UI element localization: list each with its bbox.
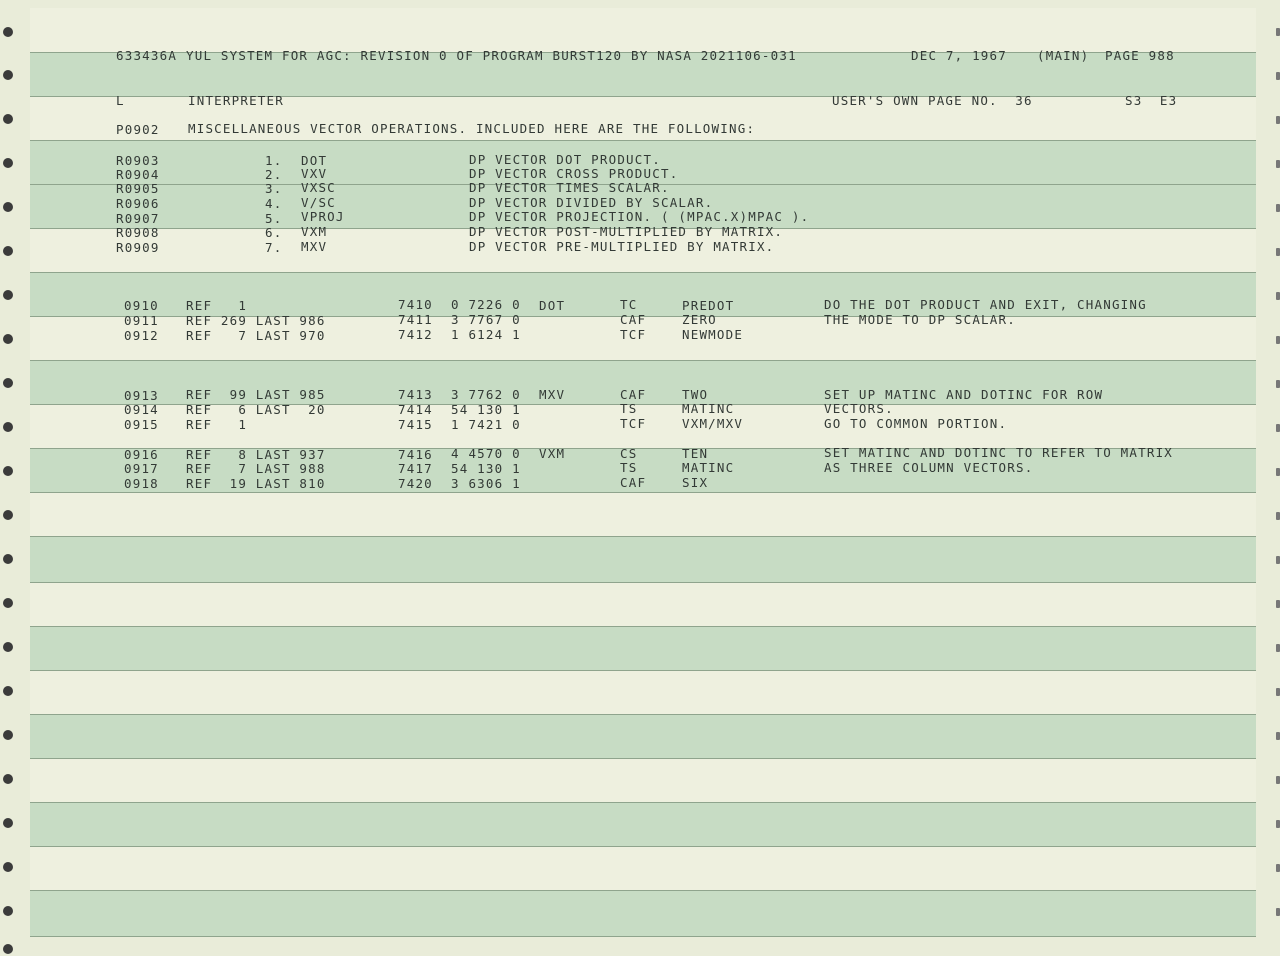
- remark-opcode: VPROJ: [301, 209, 345, 224]
- tractor-hole: [1276, 424, 1280, 432]
- address: 7410: [398, 297, 433, 312]
- octal-word: 3 7767 0: [451, 312, 521, 327]
- remark-description: DP VECTOR PROJECTION. ( (MPAC.X)MPAC ).: [469, 209, 810, 224]
- opcode: TS: [620, 401, 638, 416]
- remark-title: MISCELLANEOUS VECTOR OPERATIONS. INCLUDED HERE ARE THE FOLLOWING:: [188, 121, 756, 136]
- tractor-hole: [1276, 688, 1280, 696]
- rule-line: [30, 360, 1256, 361]
- ref-column: REF 7 LAST 970: [186, 328, 326, 343]
- operand: MATINC: [682, 401, 735, 416]
- opcode: TCF: [620, 327, 647, 342]
- address: 7417: [398, 461, 433, 476]
- ref-column: REF 99 LAST 985: [186, 387, 326, 402]
- location-label: DOT: [539, 298, 566, 313]
- ref-column: REF 8 LAST 937: [186, 447, 326, 462]
- octal-word: 3 7762 0: [451, 387, 521, 402]
- paper-band: [30, 492, 1256, 536]
- rule-line: [30, 670, 1256, 671]
- tractor-hole: [1276, 732, 1280, 740]
- octal-word: 54 130 1: [451, 461, 521, 476]
- octal-word: 4 4570 0: [451, 446, 521, 461]
- card-number: 0912: [124, 328, 159, 343]
- tractor-hole: [1276, 776, 1280, 784]
- tractor-hole: [1276, 644, 1280, 652]
- rule-line: [30, 802, 1256, 803]
- tractor-hole: [1276, 556, 1280, 564]
- rule-line: [30, 758, 1256, 759]
- tractor-hole: [3, 944, 13, 954]
- rule-line: [30, 626, 1256, 627]
- rule-line: [30, 936, 1256, 937]
- operand: NEWMODE: [682, 327, 744, 342]
- opcode: CS: [620, 446, 638, 461]
- log-code: L: [116, 93, 125, 108]
- tractor-hole: [3, 334, 13, 344]
- remark-opcode: DOT: [301, 153, 328, 168]
- remark-card-number: R0909: [116, 240, 160, 255]
- comment: DO THE DOT PRODUCT AND EXIT, CHANGING: [824, 297, 1147, 312]
- tractor-hole: [1276, 908, 1280, 916]
- tractor-hole: [3, 466, 13, 476]
- paper-band: [30, 802, 1256, 846]
- address: 7412: [398, 327, 433, 342]
- paper-band: [30, 714, 1256, 758]
- tractor-hole: [1276, 864, 1280, 872]
- address: 7411: [398, 312, 433, 327]
- operand: MATINC: [682, 460, 735, 475]
- octal-word: 3 6306 1: [451, 476, 521, 491]
- ref-column: REF 1: [186, 417, 248, 432]
- paper-band: [30, 582, 1256, 626]
- paper-band: [30, 626, 1256, 670]
- tractor-hole: [3, 554, 13, 564]
- address: 7415: [398, 417, 433, 432]
- address: 7420: [398, 476, 433, 491]
- tractor-hole: [1276, 204, 1280, 212]
- opcode: CAF: [620, 387, 647, 402]
- tractor-hole: [3, 70, 13, 80]
- ref-column: REF 269 LAST 986: [186, 313, 326, 328]
- paper-band: [30, 758, 1256, 802]
- octal-word: 1 6124 1: [451, 327, 521, 342]
- rule-line: [30, 714, 1256, 715]
- log-section-name: INTERPRETER: [188, 93, 284, 108]
- operand: ZERO: [682, 312, 717, 327]
- tractor-hole: [3, 906, 13, 916]
- operand: TWO: [682, 387, 709, 402]
- octal-word: 0 7226 0: [451, 297, 521, 312]
- rule-line: [30, 582, 1256, 583]
- tractor-hole: [3, 774, 13, 784]
- remark-index: 1.: [265, 153, 283, 168]
- card-number: 0913: [124, 388, 159, 403]
- rule-line: [30, 272, 1256, 273]
- remark-card-number: R0904: [116, 167, 160, 182]
- page-number: PAGE 988: [1105, 48, 1175, 63]
- remark-card-number: R0903: [116, 153, 160, 168]
- paper-band: [30, 846, 1256, 890]
- system-title: YUL SYSTEM FOR AGC: REVISION 0 OF PROGRAM BURST120 BY NASA 2021106-031: [186, 48, 797, 63]
- sheet-code: S3 E3: [1125, 93, 1178, 108]
- tractor-hole: [1276, 292, 1280, 300]
- address: 7414: [398, 402, 433, 417]
- remark-card-number: R0905: [116, 181, 160, 196]
- comment: VECTORS.: [824, 401, 894, 416]
- tractor-hole: [3, 598, 13, 608]
- users-page-number: USER'S OWN PAGE NO. 36: [832, 93, 1033, 108]
- remark-description: DP VECTOR POST-MULTIPLIED BY MATRIX.: [469, 224, 784, 239]
- tractor-hole: [3, 246, 13, 256]
- card-number: 0910: [124, 298, 159, 313]
- rule-line: [30, 846, 1256, 847]
- remark-opcode: VXV: [301, 166, 328, 181]
- card-number: 0914: [124, 402, 159, 417]
- print-date: DEC 7, 1967: [911, 48, 1007, 63]
- ref-column: REF 19 LAST 810: [186, 476, 326, 491]
- remark-description: DP VECTOR DIVIDED BY SCALAR.: [469, 195, 714, 210]
- paper-band: [30, 890, 1256, 936]
- tractor-hole: [3, 642, 13, 652]
- tractor-hole: [1276, 468, 1280, 476]
- octal-word: 1 7421 0: [451, 417, 521, 432]
- rule-line: [30, 536, 1256, 537]
- operand: VXM/MXV: [682, 416, 744, 431]
- rule-line: [30, 140, 1256, 141]
- tractor-hole: [3, 378, 13, 388]
- card-number: 0915: [124, 417, 159, 432]
- opcode: TS: [620, 460, 638, 475]
- card-number: 0918: [124, 476, 159, 491]
- card-number: 0916: [124, 447, 159, 462]
- remark-opcode: VXSC: [301, 180, 336, 195]
- octal-word: 54 130 1: [451, 402, 521, 417]
- address: 7416: [398, 447, 433, 462]
- operand: PREDOT: [682, 298, 735, 313]
- remark-index: 2.: [265, 167, 283, 182]
- tractor-hole: [3, 730, 13, 740]
- tractor-hole: [1276, 72, 1280, 80]
- tractor-hole: [1276, 600, 1280, 608]
- remark-description: DP VECTOR PRE-MULTIPLIED BY MATRIX.: [469, 239, 775, 254]
- remark-opcode: VXM: [301, 224, 328, 239]
- remark-description: DP VECTOR TIMES SCALAR.: [469, 180, 670, 195]
- ref-column: REF 6 LAST 20: [186, 402, 326, 417]
- operand: SIX: [682, 475, 709, 490]
- opcode: CAF: [620, 312, 647, 327]
- paper-band: [30, 8, 1256, 52]
- tractor-hole: [1276, 248, 1280, 256]
- opcode: CAF: [620, 475, 647, 490]
- tractor-hole: [3, 510, 13, 520]
- remark-description: DP VECTOR CROSS PRODUCT.: [469, 166, 679, 181]
- tractor-hole: [1276, 336, 1280, 344]
- tractor-hole: [3, 290, 13, 300]
- remark-opcode: V/SC: [301, 195, 336, 210]
- address: 7413: [398, 387, 433, 402]
- ref-column: REF 7 LAST 988: [186, 461, 326, 476]
- tractor-hole: [3, 202, 13, 212]
- remark-index: 6.: [265, 225, 283, 240]
- rule-line: [30, 492, 1256, 493]
- location-label: VXM: [539, 446, 566, 461]
- tractor-hole: [3, 158, 13, 168]
- tractor-hole: [3, 686, 13, 696]
- opcode: TC: [620, 297, 638, 312]
- tractor-hole: [1276, 116, 1280, 124]
- remark-index: 3.: [265, 181, 283, 196]
- tractor-hole: [3, 862, 13, 872]
- comment: AS THREE COLUMN VECTORS.: [824, 460, 1034, 475]
- remark-card-number: R0908: [116, 225, 160, 240]
- remark-description: DP VECTOR DOT PRODUCT.: [469, 152, 661, 167]
- comment: SET MATINC AND DOTINC TO REFER TO MATRIX: [824, 445, 1174, 460]
- rule-line: [30, 890, 1256, 891]
- section-label: (MAIN): [1037, 48, 1090, 63]
- remark-opcode: MXV: [301, 239, 328, 254]
- paper-band: [30, 670, 1256, 714]
- tractor-hole: [1276, 160, 1280, 168]
- tractor-hole: [1276, 820, 1280, 828]
- tractor-hole: [1276, 380, 1280, 388]
- card-number: 0917: [124, 461, 159, 476]
- location-label: MXV: [539, 387, 566, 402]
- remark-card-number: R0907: [116, 211, 160, 226]
- ref-column: REF 1: [186, 298, 248, 313]
- remark-index: 7.: [265, 240, 283, 255]
- remark-index: 5.: [265, 211, 283, 226]
- remark-card-number: R0906: [116, 196, 160, 211]
- tractor-hole: [1276, 28, 1280, 36]
- remark-index: 4.: [265, 196, 283, 211]
- operand: TEN: [682, 446, 709, 461]
- tractor-hole: [3, 114, 13, 124]
- comment: THE MODE TO DP SCALAR.: [824, 312, 1016, 327]
- tractor-hole: [1276, 512, 1280, 520]
- tractor-hole: [3, 27, 13, 37]
- listing-ident: 633436A: [116, 48, 178, 63]
- tractor-hole: [3, 818, 13, 828]
- card-number: 0911: [124, 313, 159, 328]
- paper-band: [30, 536, 1256, 582]
- tractor-hole: [3, 422, 13, 432]
- comment: SET UP MATINC AND DOTINC FOR ROW: [824, 387, 1104, 402]
- opcode: TCF: [620, 416, 647, 431]
- comment: GO TO COMMON PORTION.: [824, 416, 1008, 431]
- remark-card-number: P0902: [116, 122, 160, 137]
